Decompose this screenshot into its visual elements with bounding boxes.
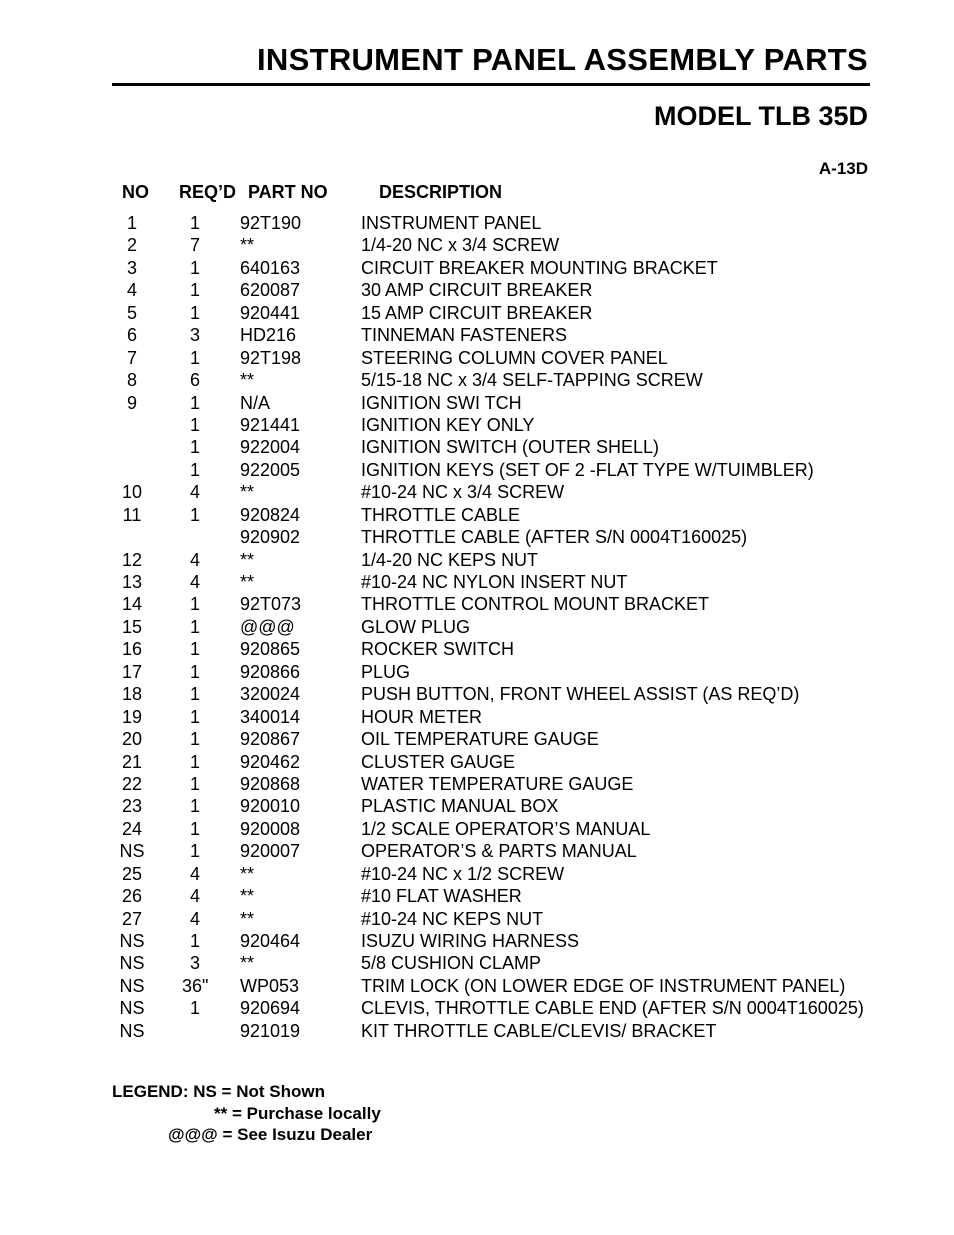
- cell-description: IGNITION KEYS (SET OF 2 -FLAT TYPE W/TUIMBLER): [361, 459, 814, 480]
- cell-part-no: **: [240, 863, 255, 884]
- table-row: [0, 773, 954, 795]
- cell-no: 3: [126, 257, 137, 278]
- cell-part-no: 340014: [240, 706, 301, 727]
- cell-part-no: 920464: [240, 931, 301, 951]
- cell-no: 15: [121, 616, 143, 637]
- cell-part-no: 320024: [240, 684, 301, 705]
- cell-part-no: **: [240, 572, 255, 592]
- cell-reqd: 1: [189, 931, 200, 951]
- cell-reqd: 6: [189, 370, 200, 391]
- cell-no: 18: [121, 684, 143, 705]
- cell-description: IGNITION SWITCH (OUTER SHELL): [361, 437, 660, 458]
- table-row: [0, 257, 954, 279]
- cell-description: TINNEMAN FASTENERS: [361, 325, 568, 346]
- table-row: [0, 234, 954, 256]
- table-row: [0, 571, 954, 593]
- cell-description: #10-24 NC x 1/2 SCREW: [361, 863, 565, 884]
- cell-part-no: 922004: [240, 437, 301, 458]
- cell-part-no: **: [240, 886, 255, 907]
- cell-part-no: 640163: [240, 257, 301, 278]
- cell-part-no: **: [240, 953, 255, 974]
- cell-no: 14: [121, 594, 143, 615]
- table-row: [0, 751, 954, 773]
- table-row: [0, 1020, 954, 1042]
- cell-reqd: 1: [189, 729, 200, 750]
- table-row: [0, 795, 954, 817]
- cell-no: NS: [119, 931, 145, 951]
- table-row: [0, 436, 954, 458]
- cell-part-no: 920694: [240, 998, 301, 1019]
- cell-part-no: **: [240, 370, 255, 391]
- table-row: [0, 392, 954, 414]
- cell-reqd: 1: [189, 437, 200, 458]
- cell-part-no: @@@: [240, 616, 295, 637]
- cell-reqd: 1: [189, 257, 200, 278]
- cell-part-no: 920866: [240, 661, 301, 682]
- cell-description: IGNITION KEY ONLY: [361, 414, 535, 435]
- cell-part-no: 92T190: [240, 213, 302, 233]
- cell-reqd: 1: [189, 459, 200, 480]
- table-row: [0, 279, 954, 301]
- cell-part-no: 921441: [240, 414, 301, 435]
- table-row: [0, 212, 954, 234]
- cell-reqd: 7: [189, 235, 200, 256]
- cell-part-no: 920868: [240, 773, 301, 794]
- cell-part-no: 620087: [240, 280, 301, 301]
- cell-no: 12: [121, 549, 143, 570]
- cell-reqd: 1: [189, 841, 200, 862]
- cell-description: THROTTLE CABLE: [361, 504, 521, 525]
- cell-no: 6: [126, 325, 137, 346]
- cell-description: ISUZU WIRING HARNESS: [361, 931, 580, 951]
- cell-reqd: 1: [189, 302, 200, 323]
- cell-reqd: 1: [189, 818, 200, 839]
- table-row: [0, 683, 954, 705]
- table-row: [0, 885, 954, 907]
- cell-reqd: 1: [189, 773, 200, 794]
- cell-reqd: 4: [189, 482, 200, 503]
- cell-reqd: 1: [189, 347, 200, 368]
- cell-reqd: 4: [189, 572, 200, 592]
- cell-no: NS: [119, 841, 145, 862]
- cell-part-no: HD216: [240, 325, 297, 346]
- cell-description: PUSH BUTTON, FRONT WHEEL ASSIST (AS REQ’D): [361, 684, 800, 705]
- cell-description: #10 FLAT WASHER: [361, 886, 522, 907]
- cell-reqd: 4: [189, 863, 200, 884]
- legend-line-2: ** = Purchase locally: [214, 1104, 381, 1123]
- cell-no: 23: [121, 796, 143, 817]
- cell-no: 9: [126, 392, 137, 413]
- cell-part-no: **: [240, 235, 255, 256]
- table-row: [0, 459, 954, 481]
- cell-part-no: 922005: [240, 459, 301, 480]
- table-row: [0, 930, 954, 952]
- table-row: [0, 504, 954, 526]
- column-header-description: DESCRIPTION: [379, 182, 503, 202]
- cell-description: HOUR METER: [361, 706, 482, 727]
- page-title: INSTRUMENT PANEL ASSEMBLY PARTS: [257, 42, 868, 77]
- cell-description: 5/8 CUSHION CLAMP: [361, 953, 542, 974]
- cell-no: 7: [126, 347, 137, 368]
- cell-part-no: 92T198: [240, 347, 302, 368]
- cell-description: #10-24 NC NYLON INSERT NUT: [361, 572, 628, 592]
- cell-no: 22: [121, 773, 143, 794]
- table-row: [0, 347, 954, 369]
- cell-part-no: **: [240, 908, 255, 929]
- table-row: [0, 369, 954, 391]
- cell-reqd: 1: [189, 639, 200, 660]
- cell-reqd: 1: [189, 280, 200, 301]
- cell-no: 4: [126, 280, 137, 301]
- cell-reqd: 1: [189, 213, 200, 233]
- cell-no: NS: [119, 1020, 145, 1041]
- cell-description: #10-24 NC KEPS NUT: [361, 908, 544, 929]
- table-row: [0, 593, 954, 615]
- cell-part-no: 920867: [240, 729, 301, 750]
- cell-part-no: 92T073: [240, 594, 302, 615]
- cell-part-no: **: [240, 482, 255, 503]
- cell-part-no: 920824: [240, 504, 301, 525]
- cell-reqd: 4: [189, 908, 200, 929]
- cell-reqd: 1: [189, 392, 200, 413]
- cell-no: 19: [121, 706, 143, 727]
- column-header-no: NO: [122, 182, 149, 202]
- cell-no: 25: [121, 863, 143, 884]
- table-row: [0, 481, 954, 503]
- cell-reqd: 1: [189, 594, 200, 615]
- cell-reqd: 1: [189, 706, 200, 727]
- cell-no: 11: [122, 504, 142, 525]
- cell-reqd: 4: [189, 886, 200, 907]
- cell-description: STEERING COLUMN COVER PANEL: [361, 347, 668, 368]
- cell-part-no: 920865: [240, 639, 301, 660]
- cell-description: 15 AMP CIRCUIT BREAKER: [361, 302, 593, 323]
- cell-no: NS: [119, 998, 145, 1019]
- cell-part-no: 921019: [240, 1020, 301, 1041]
- table-row: [0, 549, 954, 571]
- table-row: [0, 616, 954, 638]
- cell-reqd: 4: [189, 549, 200, 570]
- cell-no: 20: [121, 729, 143, 750]
- cell-description: ROCKER SWITCH: [361, 639, 514, 660]
- parts-list: [0, 212, 954, 1042]
- table-row: [0, 975, 954, 997]
- cell-description: CLEVIS, THROTTLE CABLE END (AFTER S/N 0004T160025): [361, 998, 864, 1019]
- model-heading: MODEL TLB 35D: [653, 101, 868, 131]
- cell-reqd: 1: [189, 504, 200, 525]
- cell-description: INSTRUMENT PANEL: [361, 213, 542, 233]
- cell-no: 17: [121, 661, 143, 682]
- cell-reqd: 1: [189, 751, 200, 772]
- cell-part-no: 920441: [240, 302, 301, 323]
- cell-no: 10: [121, 482, 143, 503]
- cell-part-no: 920008: [240, 818, 301, 839]
- cell-description: KIT THROTTLE CABLE/CLEVIS/ BRACKET: [361, 1020, 717, 1041]
- page-code: A-13D: [818, 159, 868, 178]
- table-row: [0, 863, 954, 885]
- cell-part-no: 920007: [240, 841, 301, 862]
- cell-part-no: 920462: [240, 751, 301, 772]
- cell-no: 13: [121, 572, 143, 592]
- cell-description: IGNITION SWI TCH: [361, 392, 522, 413]
- cell-no: 24: [121, 818, 143, 839]
- cell-description: OIL TEMPERATURE GAUGE: [361, 729, 599, 750]
- table-row: [0, 414, 954, 436]
- table-row: [0, 997, 954, 1019]
- cell-no: 5: [126, 302, 137, 323]
- cell-description: GLOW PLUG: [361, 616, 471, 637]
- cell-part-no: 920902: [240, 527, 301, 548]
- cell-part-no: 920010: [240, 796, 301, 817]
- table-row: [0, 818, 954, 840]
- table-row: [0, 526, 954, 548]
- cell-no: NS: [119, 953, 145, 974]
- cell-description: 1/4-20 NC x 3/4 SCREW: [361, 235, 560, 256]
- cell-no: 27: [121, 908, 143, 929]
- cell-description: PLUG: [361, 661, 411, 682]
- cell-part-no: **: [240, 549, 255, 570]
- cell-description: 1/4-20 NC KEPS NUT: [361, 549, 539, 570]
- cell-reqd: 1: [189, 616, 200, 637]
- cell-description: CIRCUIT BREAKER MOUNTING BRACKET: [361, 257, 718, 278]
- cell-no: 21: [121, 751, 143, 772]
- cell-description: THROTTLE CONTROL MOUNT BRACKET: [361, 594, 710, 615]
- cell-reqd: 1: [189, 414, 200, 435]
- table-row: [0, 638, 954, 660]
- title-rule: [112, 83, 870, 86]
- cell-no: 16: [121, 639, 143, 660]
- cell-description: TRIM LOCK (ON LOWER EDGE OF INSTRUMENT PANEL): [361, 975, 846, 996]
- cell-part-no: WP053: [240, 975, 300, 996]
- cell-part-no: N/A: [240, 392, 271, 413]
- table-row: [0, 706, 954, 728]
- cell-no: 1: [126, 213, 137, 233]
- column-header-part-no: PART NO: [248, 182, 328, 202]
- cell-no: 8: [126, 370, 137, 391]
- table-row: [0, 661, 954, 683]
- cell-description: WATER TEMPERATURE GAUGE: [361, 773, 634, 794]
- cell-description: 5/15-18 NC x 3/4 SELF-TAPPING SCREW: [361, 370, 703, 391]
- table-row: [0, 324, 954, 346]
- cell-description: OPERATOR’S & PARTS MANUAL: [361, 841, 637, 862]
- cell-reqd: 1: [189, 796, 200, 817]
- cell-no: 26: [121, 886, 143, 907]
- cell-reqd: 3: [189, 953, 200, 974]
- cell-description: 1/2 SCALE OPERATOR’S MANUAL: [361, 818, 651, 839]
- cell-description: CLUSTER GAUGE: [361, 751, 516, 772]
- cell-reqd: 36": [182, 975, 209, 996]
- table-row: [0, 952, 954, 974]
- cell-description: #10-24 NC x 3/4 SCREW: [361, 482, 565, 503]
- cell-no: NS: [119, 975, 145, 996]
- cell-reqd: 1: [189, 661, 200, 682]
- cell-reqd: 1: [189, 998, 200, 1019]
- cell-description: THROTTLE CABLE (AFTER S/N 0004T160025): [361, 527, 748, 548]
- cell-description: 30 AMP CIRCUIT BREAKER: [361, 280, 593, 301]
- cell-description: PLASTIC MANUAL BOX: [361, 796, 559, 817]
- column-header-reqd: REQ’D: [179, 182, 237, 202]
- table-row: [0, 302, 954, 324]
- legend-line-1: LEGEND: NS = Not Shown: [112, 1082, 325, 1101]
- cell-reqd: 1: [189, 684, 200, 705]
- cell-no: 2: [126, 235, 137, 256]
- cell-reqd: 3: [189, 325, 200, 346]
- table-row: [0, 840, 954, 862]
- legend-line-3: @@@ = See Isuzu Dealer: [168, 1125, 373, 1144]
- table-row: [0, 908, 954, 930]
- table-row: [0, 728, 954, 750]
